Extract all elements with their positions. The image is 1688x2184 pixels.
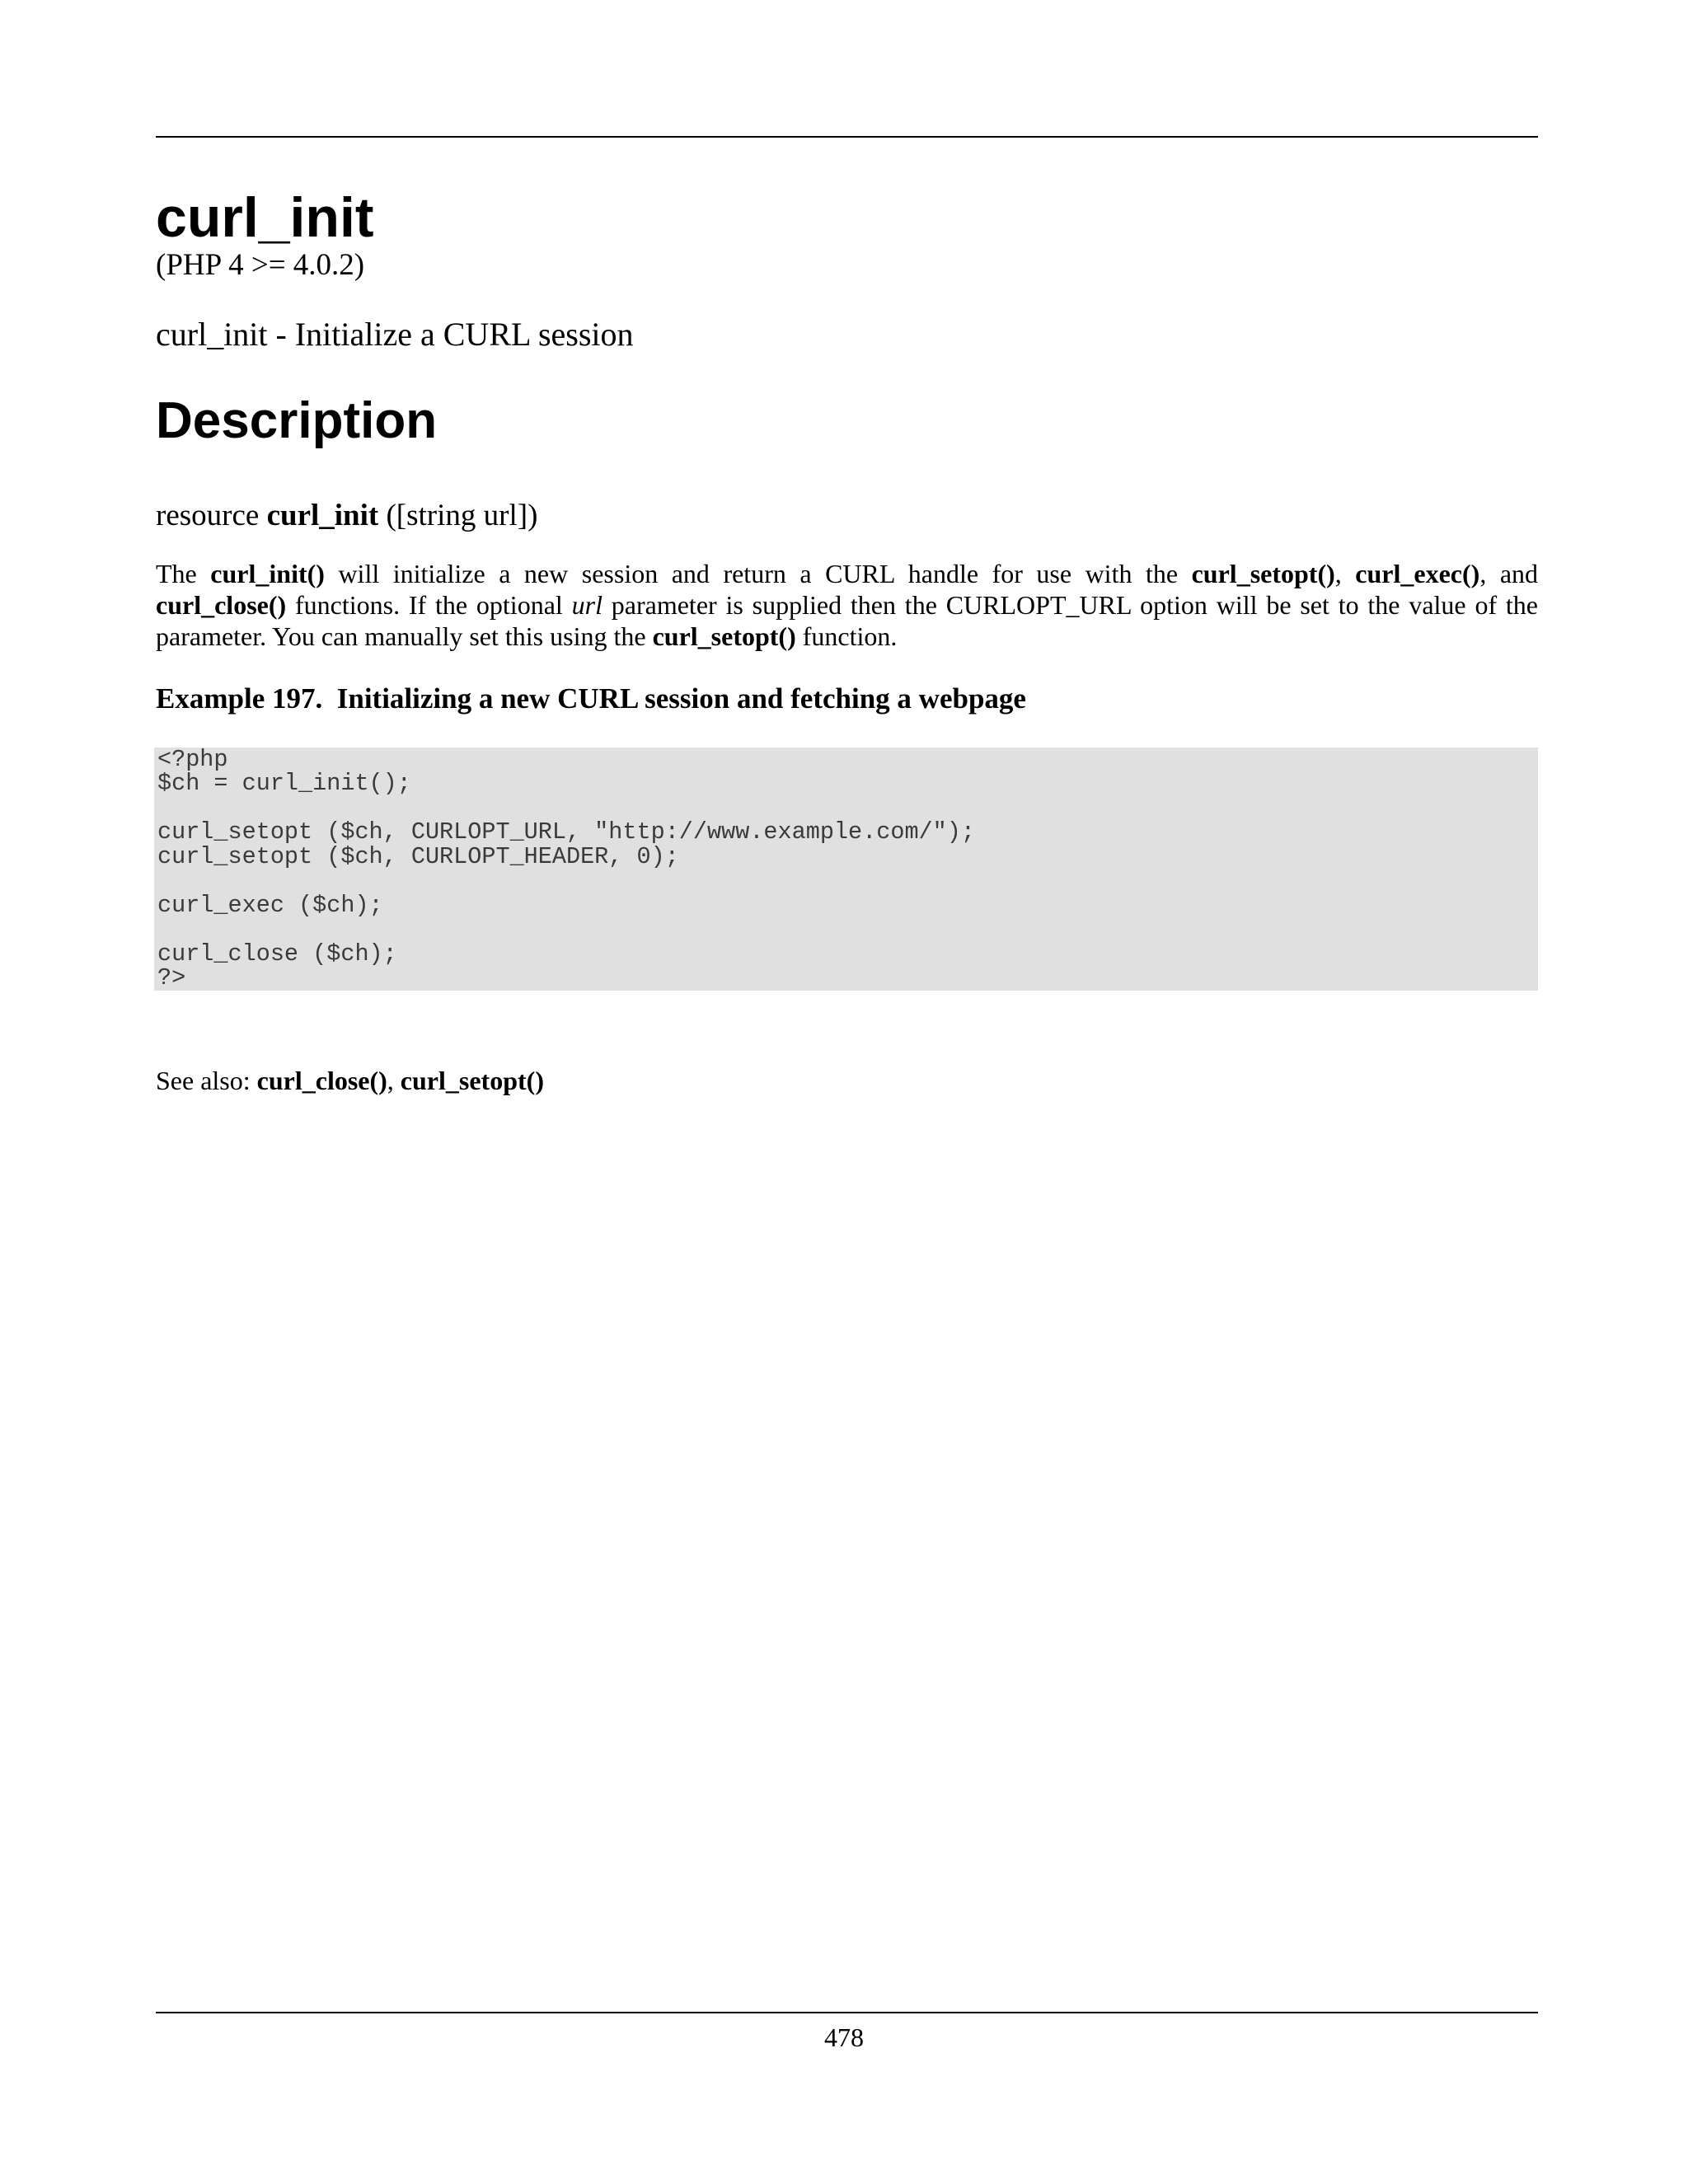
function-ref: curl_exec() — [1355, 558, 1480, 588]
see-also-separator: , — [387, 1065, 401, 1095]
code-block: <?php $ch = curl_init(); curl_setopt ($ch, CURLOPT_URL, "http://www.example.com/"); curl_setopt ($ch, CURLOPT_HEADER, 0); curl_exec ($ch); curl_close ($ch); ?> — [154, 748, 1538, 991]
parameter-ref: url — [571, 589, 603, 620]
function-name: curl_init — [266, 499, 379, 533]
see-also-link-curl-close[interactable]: curl_close() — [256, 1065, 387, 1095]
function-ref: curl_close() — [156, 589, 287, 620]
para-text: functions. If the optional — [286, 589, 572, 620]
para-text: will initialize a new session and return a CURL handle for use with the — [324, 558, 1192, 588]
return-type: resource — [156, 499, 260, 533]
function-ref: curl_init() — [210, 558, 325, 588]
para-text: function. — [795, 621, 898, 651]
see-also-link-curl-setopt[interactable]: curl_setopt() — [400, 1065, 544, 1095]
page-content — [156, 186, 1539, 1096]
function-ref: curl_setopt() — [1191, 558, 1335, 588]
header-rule — [156, 136, 1538, 138]
function-ref: curl_setopt() — [652, 621, 796, 651]
footer-rule — [156, 2012, 1538, 2013]
description-paragraph — [156, 558, 1538, 652]
para-text: parameter is supplied then the CURLOPT_URL option will be set to the value of the parameter. You can manually set this using the — [156, 589, 1539, 651]
page-title: curl_init — [156, 186, 374, 249]
version-info: (PHP 4 >= 4.0.2) — [156, 248, 365, 282]
example-label: Example 197. — [156, 682, 323, 715]
see-also — [156, 1065, 1538, 1096]
function-params: ([string url]) — [386, 499, 538, 533]
description-heading: Description — [156, 392, 438, 450]
para-text: The — [156, 558, 211, 588]
example-caption: Initializing a new CURL session and fetching a webpage — [336, 682, 1026, 715]
example-title — [156, 682, 1538, 716]
see-also-label: See also: — [156, 1065, 257, 1095]
function-synopsis — [156, 498, 1538, 534]
page-number: 478 — [824, 2022, 864, 2052]
para-text: , — [1334, 558, 1356, 588]
refpurpose: curl_init - Initialize a CURL session — [156, 316, 634, 354]
para-text: , and — [1479, 558, 1539, 588]
